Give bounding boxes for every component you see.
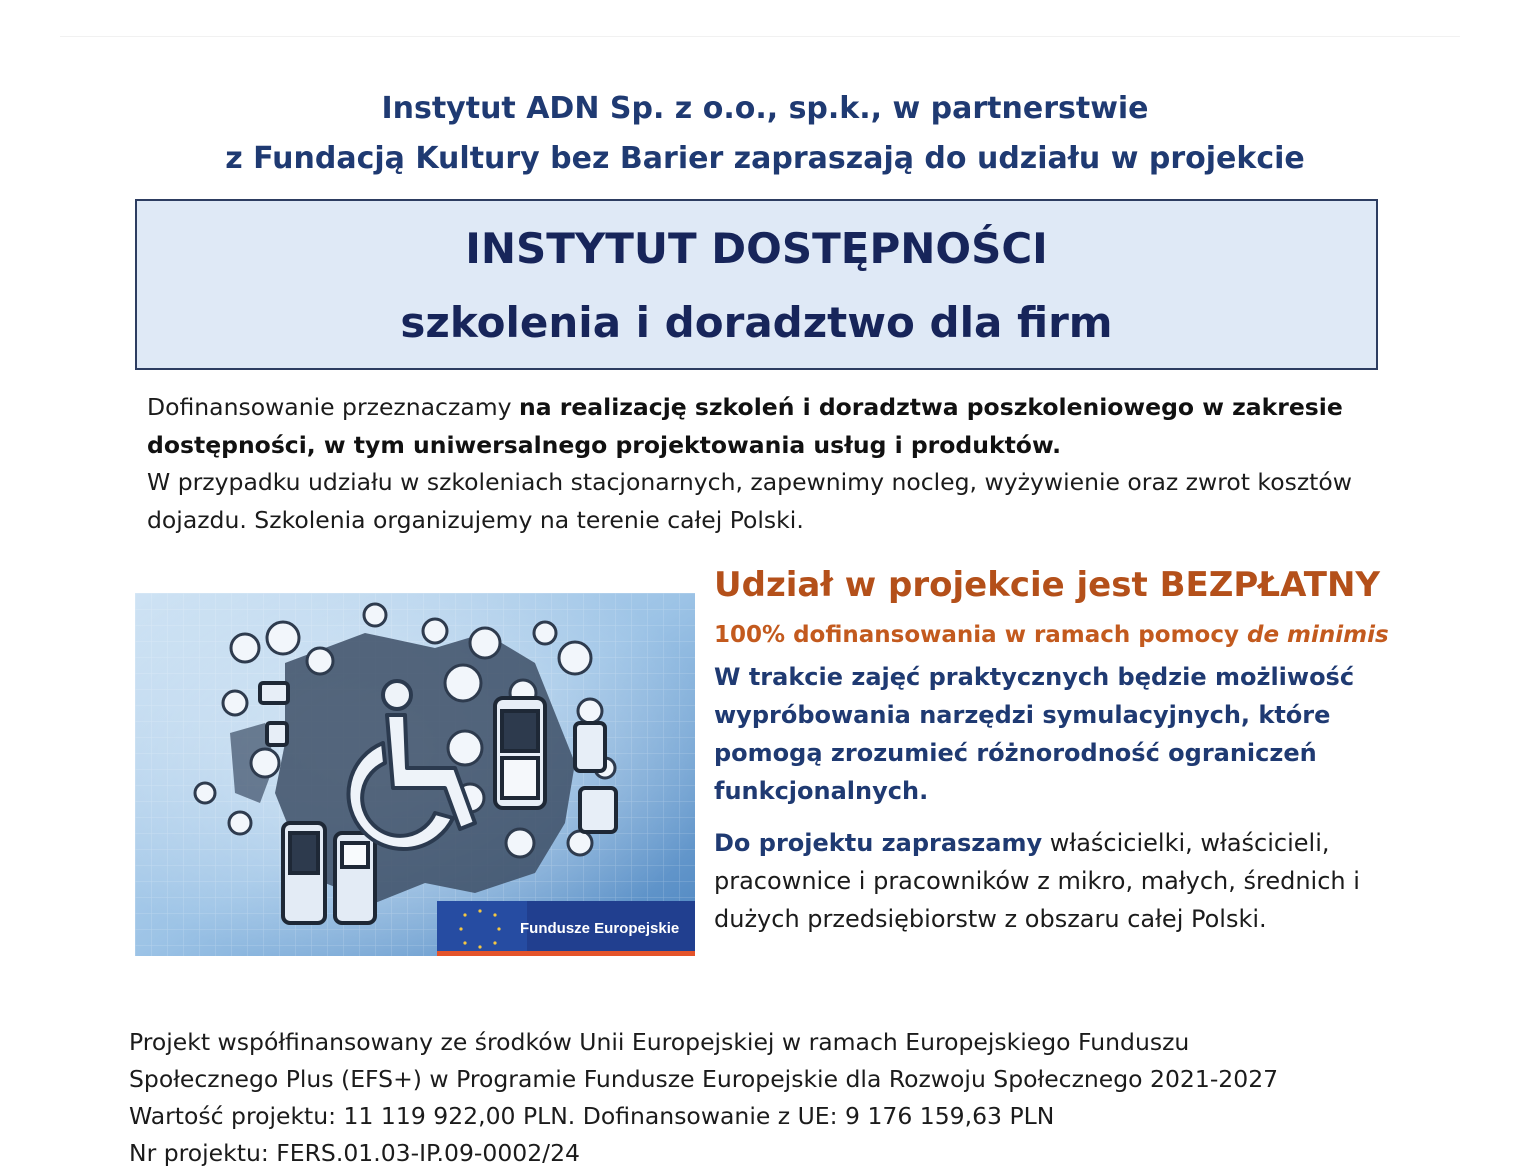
description-bold: na realizację szkoleń i doradztwa poszkoleniowego w zakresie dostępności, w tym uniwersalnego projektowania usług i produktów. — [147, 393, 1343, 459]
description-lead: Dofinansowanie przeznaczamy — [147, 393, 519, 421]
intro-line-1: Instytut ADN Sp. z o.o., sp.k., w partnerstwie — [381, 91, 1149, 126]
invitation-text — [714, 824, 1404, 938]
invitation-audience: właścicielki, właścicieli, pracownice i pracowników z mikro, małych, średnich i dużych przedsiębiorstw z obszaru całej Polski. — [714, 829, 1360, 933]
offer-panel — [714, 560, 1404, 938]
project-description — [147, 389, 1377, 539]
accessibility-illustration — [135, 593, 695, 956]
invitation-lead: Do projektu zapraszamy — [714, 829, 1043, 857]
footer-line-1: Projekt współfinansowany ze środków Unii Europejskiej w ramach Europejskiego Funduszu — [129, 1028, 1190, 1056]
funding-footer — [129, 1024, 1429, 1172]
program-badge-label: Fundusze Europejskie — [520, 919, 680, 937]
intro-line-2: z Fundacją Kultury bez Barier zapraszają do udziału w projekcie — [225, 141, 1305, 176]
funding-note — [714, 618, 1404, 652]
practical-sessions-text: W trakcie zajęć praktycznych będzie możliwość wypróbowania narzędzi symulacyjnych, które pomogą zrozumieć różnorodność ograniczeń funkcjonalnych. — [714, 663, 1355, 805]
free-participation-heading: Udział w projekcie jest BEZPŁATNY — [714, 565, 1381, 605]
funding-note-italic: de minimis — [1246, 622, 1389, 648]
header-band — [60, 0, 1460, 37]
footer-line-2: Społecznego Plus (EFS+) w Programie Fundusze Europejskie dla Rozwoju Społecznego 2021-2027 — [129, 1065, 1279, 1093]
description-support: W przypadku udziału w szkoleniach stacjonarnych, zapewnimy nocleg, wyżywienie oraz zwrot kosztów dojazdu. Szkolenia organizujemy na terenie całej Polski. — [147, 468, 1352, 534]
project-subtitle: szkolenia i doradztwo dla firm — [400, 298, 1113, 347]
project-title-box — [135, 199, 1378, 370]
footer-line-4: Nr projektu: FERS.01.03-IP.09-0002/24 — [129, 1139, 580, 1167]
intro-heading — [0, 84, 1530, 184]
project-title: INSTYTUT DOSTĘPNOŚCI — [465, 224, 1048, 273]
funding-note-text: 100% dofinansowania w ramach pomocy — [714, 622, 1247, 648]
footer-line-3: Wartość projektu: 11 119 922,00 PLN. Dofinansowanie z UE: 9 176 159,63 PLN — [129, 1102, 1055, 1130]
